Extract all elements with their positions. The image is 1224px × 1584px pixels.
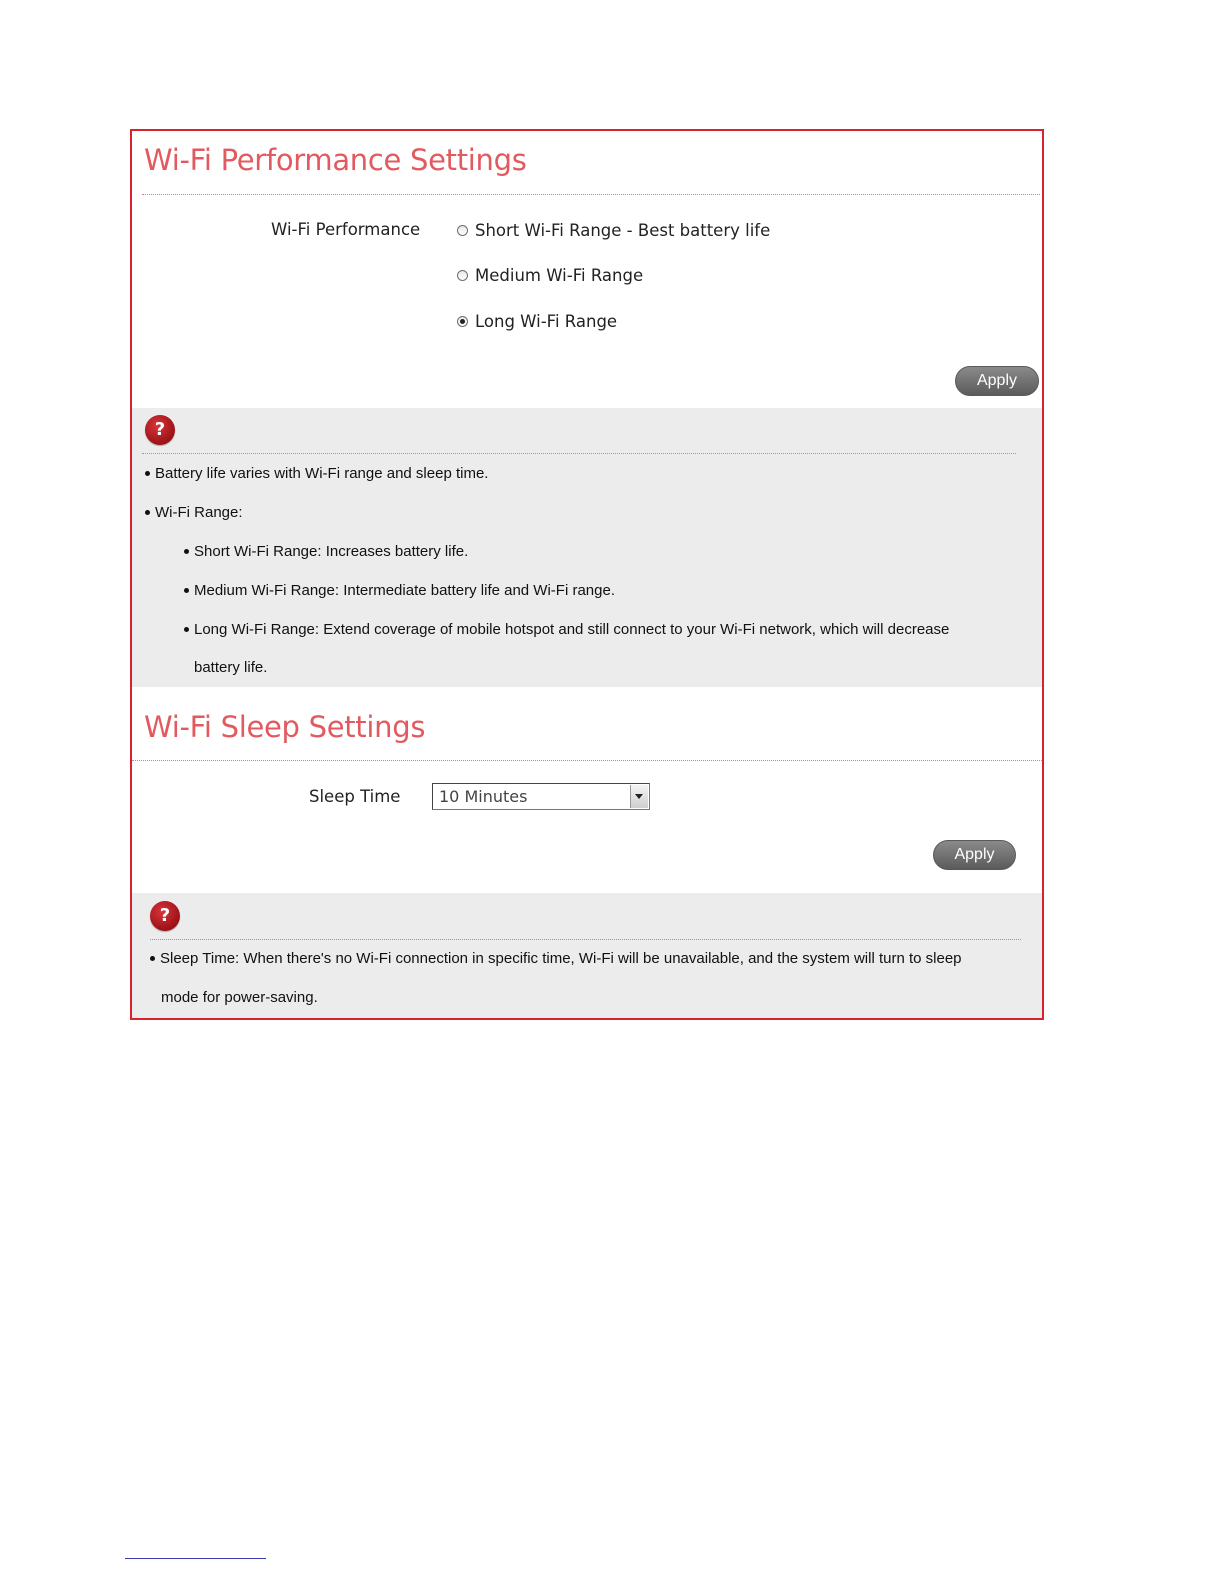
bullet-icon	[184, 627, 189, 632]
radio-medium-range-label: Medium Wi-Fi Range	[475, 266, 644, 285]
question-icon: ?	[150, 901, 180, 931]
bullet-icon	[184, 549, 189, 554]
footnote-divider	[125, 1558, 266, 1559]
settings-panel	[130, 129, 1044, 1020]
sleep-title-divider	[132, 760, 1042, 761]
radio-medium-range[interactable]	[457, 266, 643, 285]
question-icon: ?	[145, 415, 175, 445]
help-item-medium: Medium Wi-Fi Range: Intermediate battery life and Wi-Fi range.	[184, 582, 615, 599]
sleep-time-value: 10 Minutes	[439, 787, 528, 806]
sleep-help-box	[132, 893, 1042, 1018]
radio-short-range-label: Short Wi-Fi Range - Best battery life	[475, 221, 771, 240]
performance-help-box	[132, 408, 1042, 687]
sleep-section-title: Wi-Fi Sleep Settings	[144, 710, 426, 744]
sleep-apply-button[interactable]: Apply	[933, 840, 1016, 870]
radio-long-range[interactable]	[457, 312, 617, 331]
performance-title-divider	[142, 194, 1040, 195]
performance-apply-button[interactable]: Apply	[955, 366, 1039, 396]
bullet-icon	[150, 956, 155, 961]
bullet-icon	[145, 510, 150, 515]
help-item-range: Wi-Fi Range:	[145, 504, 243, 521]
radio-button-long[interactable]	[457, 316, 468, 327]
help-item-short: Short Wi-Fi Range: Increases battery life.	[184, 543, 468, 560]
radio-button-medium[interactable]	[457, 270, 468, 281]
bullet-icon	[145, 471, 150, 476]
help-item-battery: Battery life varies with Wi-Fi range and sleep time.	[145, 465, 488, 482]
performance-section-title: Wi-Fi Performance Settings	[144, 143, 527, 177]
help-item-sleep-continued: mode for power-saving.	[161, 989, 318, 1006]
sleep-time-select[interactable]	[432, 783, 650, 810]
help-item-long-continued: battery life.	[194, 659, 268, 676]
chevron-down-icon[interactable]	[630, 785, 648, 808]
wifi-performance-label: Wi-Fi Performance	[271, 220, 421, 239]
help-item-long: Long Wi-Fi Range: Extend coverage of mobile hotspot and still connect to your Wi-Fi network, which will decrease	[184, 621, 949, 638]
performance-help-divider	[142, 453, 1016, 454]
sleep-time-label: Sleep Time	[309, 787, 401, 806]
sleep-help-divider	[150, 939, 1021, 940]
radio-button-short[interactable]	[457, 225, 468, 236]
radio-short-range[interactable]	[457, 221, 770, 240]
bullet-icon	[184, 588, 189, 593]
radio-long-range-label: Long Wi-Fi Range	[475, 312, 618, 331]
help-item-sleep-time: Sleep Time: When there's no Wi-Fi connection in specific time, Wi-Fi will be unavailable, and the system will turn to sleep	[150, 950, 962, 967]
